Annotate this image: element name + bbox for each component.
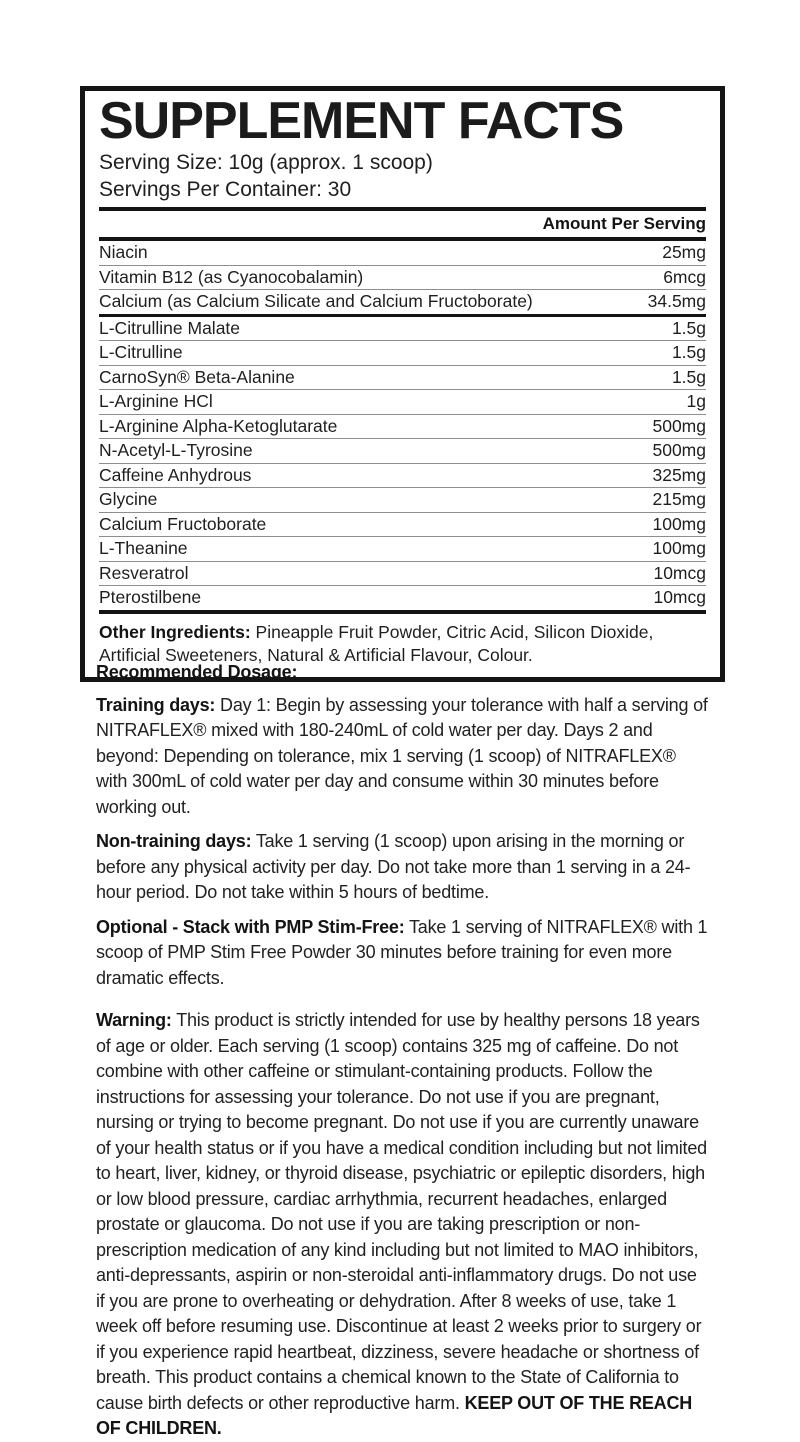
amount-per-serving-header: Amount Per Serving bbox=[542, 214, 706, 233]
serving-info bbox=[99, 149, 706, 203]
pmp-stack-text: Take 1 serving of NITRAFLEX® with 1 scoop of PMP Stim Free Powder 30 minutes before training for even more dramatic effects. bbox=[96, 916, 708, 988]
table-row bbox=[99, 488, 706, 513]
training-days-label: Training days: bbox=[96, 694, 216, 715]
ingredient-name: Calcium Fructoborate bbox=[99, 513, 267, 534]
ingredient-name: CarnoSyn® Beta-Alanine bbox=[99, 366, 295, 387]
other-ingredients-label: Other Ingredients: bbox=[99, 621, 251, 642]
ingredient-name: Pterostilbene bbox=[99, 587, 202, 607]
table-row bbox=[99, 562, 706, 587]
table-row bbox=[99, 390, 706, 415]
other-ingredients-text: Pineapple Fruit Powder, Citric Acid, Silicon Dioxide, Artificial Sweeteners, Natural & Artificial Flavour, Colour. bbox=[99, 621, 654, 665]
ingredient-name: L-Arginine Alpha-Ketoglutarate bbox=[99, 415, 338, 436]
ingredient-name: L-Citrulline Malate bbox=[99, 317, 241, 338]
ingredient-table bbox=[99, 241, 706, 614]
ingredient-amount: 1.5g bbox=[671, 342, 706, 362]
ingredient-name: Resveratrol bbox=[99, 562, 189, 583]
ingredient-name: Vitamin B12 (as Cyanocobalamin) bbox=[99, 266, 364, 287]
table-row bbox=[99, 415, 706, 440]
table-row bbox=[99, 586, 706, 614]
ingredient-amount: 100mg bbox=[652, 538, 706, 558]
keep-out-of-reach-text: KEEP OUT OF THE REACH OF CHILDREN. bbox=[96, 1392, 693, 1438]
warning-text: This product is strictly intended for use by healthy persons 18 years of age or older. Each serving (1 scoop) contains 325 mg of caffeine. Do not combine with other caffeine or stimulant-containing products. Follow the instructions for assessing your tolerance. Do not use if you are pregnant, nursing or trying to become pregnant. Do not use if you are currently unaware of your health status or if you have a medical condition including but not limited to heart, liver, kidney, or thyroid disease, psychiatric or epileptic disorders, high or low blood pressure, cardiac arrhythmia, recurrent headaches, enlarged prostate or glaucoma. Do not use if you are taking prescription or non-prescription medication of any kind including but not limited to MAO inhibitors, anti-depressants, aspirin or non-steroidal anti-inflammatory drugs. Do not use if you are prone to overheating or dehydration. After 8 weeks of use, take 1 week off before resuming use. Discontinue at least 2 weeks prior to surgery or if you experience rapid heartbeat, dizziness, severe headache or shortness of breath. This product contains a chemical known to the State of California to cause birth defects or other reproductive harm. bbox=[96, 1010, 707, 1413]
ingredient-amount: 1.5g bbox=[671, 366, 706, 387]
ingredient-name: L-Citrulline bbox=[99, 342, 183, 362]
ingredient-name: Glycine bbox=[99, 489, 158, 509]
table-row bbox=[99, 366, 706, 391]
other-ingredients bbox=[99, 614, 706, 667]
warning-paragraph bbox=[96, 1008, 708, 1442]
non-training-days-label: Non-training days: bbox=[96, 831, 252, 851]
table-row bbox=[99, 464, 706, 489]
table-row bbox=[99, 266, 706, 291]
pmp-stack-paragraph bbox=[96, 915, 708, 992]
training-days-paragraph bbox=[96, 693, 708, 821]
ingredient-amount: 500mg bbox=[652, 415, 706, 436]
table-row bbox=[99, 341, 706, 366]
ingredient-amount: 6mcg bbox=[663, 266, 706, 287]
table-row bbox=[99, 513, 706, 538]
ingredient-amount: 500mg bbox=[652, 440, 706, 460]
ingredient-name: L-Theanine bbox=[99, 538, 188, 558]
non-training-days-text: Take 1 serving (1 scoop) upon arising in the morning or before any physical activity per day. Do not take more than 1 serving in a 24-hour period. Do not take within 5 hours of bedtime. bbox=[96, 831, 691, 902]
ingredient-amount: 25mg bbox=[662, 242, 706, 262]
table-row bbox=[99, 241, 706, 266]
panel-title: SUPPLEMENT FACTS bbox=[99, 92, 624, 150]
ingredient-amount: 10mcg bbox=[653, 562, 706, 583]
supplement-facts-panel bbox=[80, 86, 725, 682]
pmp-stack-label: Optional - Stack with PMP Stim-Free: bbox=[96, 916, 405, 937]
serving-size: Serving Size: 10g (approx. 1 scoop) bbox=[99, 151, 433, 174]
ingredient-name: Niacin bbox=[99, 242, 148, 262]
ingredient-name: N-Acetyl-L-Tyrosine bbox=[99, 440, 253, 460]
ingredient-name: Calcium (as Calcium Silicate and Calcium Fructoborate) bbox=[99, 291, 533, 311]
table-row bbox=[99, 537, 706, 562]
ingredient-amount: 10mcg bbox=[653, 587, 706, 607]
ingredient-amount: 1g bbox=[686, 391, 706, 411]
ingredient-amount: 325mg bbox=[652, 464, 706, 485]
recommended-dosage-heading: Recommended Dosage: bbox=[96, 662, 298, 682]
servings-per-container: Servings Per Container: 30 bbox=[99, 178, 352, 201]
ingredient-amount: 100mg bbox=[652, 513, 706, 534]
ingredient-amount: 215mg bbox=[652, 489, 706, 509]
non-training-days-paragraph bbox=[96, 829, 708, 906]
ingredient-name: Caffeine Anhydrous bbox=[99, 464, 252, 485]
directions-section bbox=[96, 660, 708, 1442]
ingredient-name: L-Arginine HCl bbox=[99, 391, 213, 411]
ingredient-amount: 34.5mg bbox=[647, 291, 706, 311]
table-row bbox=[99, 317, 706, 342]
table-row bbox=[99, 290, 706, 317]
ingredient-amount: 1.5g bbox=[671, 317, 706, 338]
warning-label: Warning: bbox=[96, 1010, 172, 1030]
table-row bbox=[99, 439, 706, 464]
training-days-text: Day 1: Begin by assessing your tolerance with half a serving of NITRAFLEX® mixed with 180-240mL of cold water per day. Days 2 and beyond: Depending on tolerance, mix 1 serving (1 scoop) of NITRAFLEX® with 300mL of cold water per day and consume within 30 minutes before working out. bbox=[96, 694, 708, 817]
